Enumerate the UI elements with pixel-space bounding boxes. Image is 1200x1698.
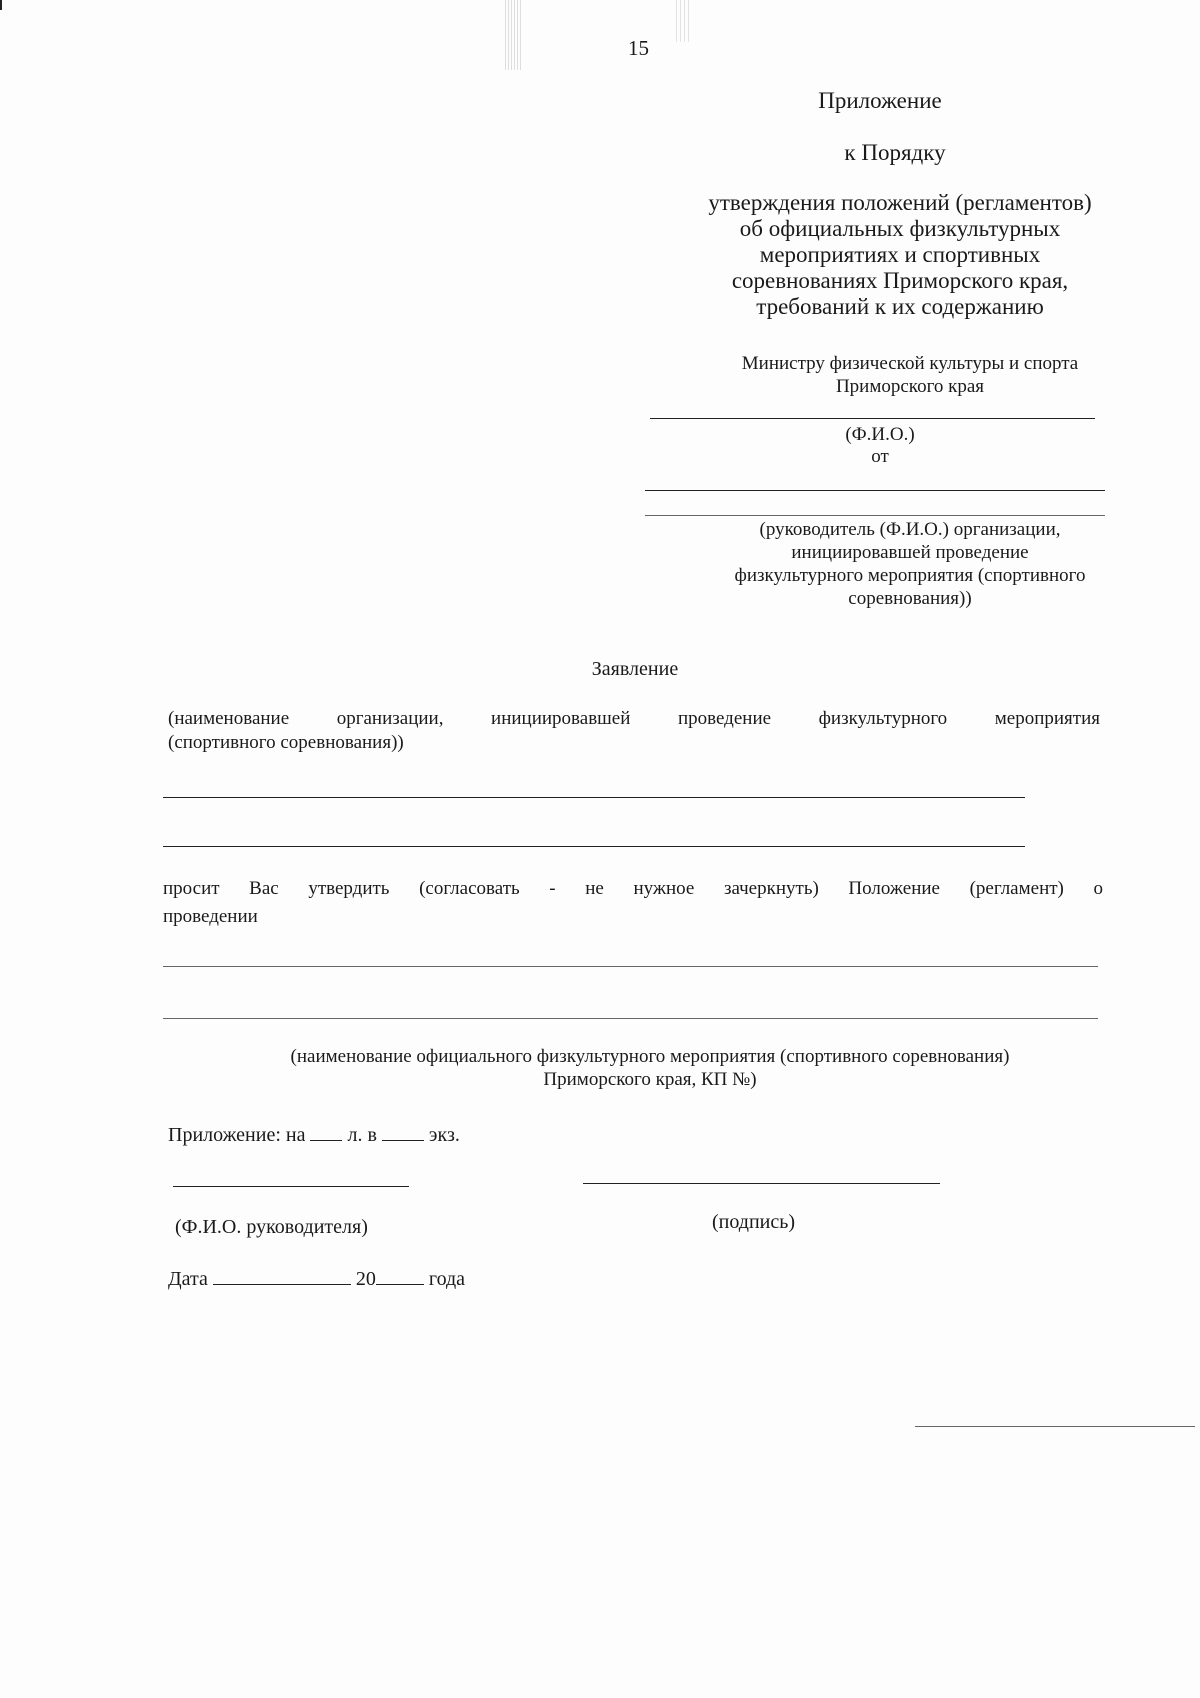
org-blank-line: [163, 797, 1025, 798]
from-caption-line: соревнования)): [848, 588, 972, 609]
date-year-suffix: года: [428, 1268, 466, 1290]
org-caption-line: (наименование организации, инициировавшей проведение физкультурного мероприятия: [168, 708, 1100, 729]
copies-count-field[interactable]: [382, 1120, 424, 1141]
date-year-prefix: 20: [355, 1268, 376, 1290]
attachment-sheets: л. в: [347, 1124, 377, 1146]
order-title: [620, 190, 1180, 320]
appendix-to-order: к Порядку: [844, 140, 946, 165]
addressee-line: Министру физической культуры и спорта: [741, 353, 1079, 374]
event-blank-line: [163, 1018, 1098, 1019]
from-blank-line: [645, 490, 1105, 491]
fio-blank-line: [650, 418, 1095, 419]
date-line: [168, 1264, 465, 1291]
from-caption-line: физкультурного мероприятия (спортивного: [734, 565, 1086, 586]
order-title-line: соревнованиях Приморского края,: [731, 268, 1069, 293]
head-name-blank-line: [173, 1186, 409, 1187]
event-caption-line: Приморского края, КП №): [543, 1069, 757, 1090]
scan-artifact: [505, 0, 523, 70]
order-title-line: мероприятиях и спортивных: [759, 242, 1041, 267]
attachment-copies: экз.: [428, 1124, 460, 1146]
scan-edge-line: [915, 1426, 1195, 1427]
request-line: проведении: [163, 906, 258, 927]
date-day-month-field[interactable]: [213, 1264, 351, 1285]
event-blank-line: [163, 966, 1098, 967]
org-caption: [168, 707, 1100, 755]
order-title-line: об официальных физкультурных: [739, 216, 1061, 241]
scan-artifact: [676, 0, 690, 42]
event-caption: [150, 1045, 1150, 1091]
org-blank-line: [163, 846, 1025, 847]
signature-caption: (подпись): [712, 1211, 796, 1233]
document-title: Заявление: [591, 658, 679, 680]
from-blank-line: [645, 515, 1105, 516]
date-label: Дата: [168, 1268, 208, 1290]
date-year-field[interactable]: [376, 1264, 424, 1285]
sheets-count-field[interactable]: [310, 1120, 342, 1141]
signature-blank-line: [583, 1183, 940, 1184]
page-number: 15: [628, 36, 649, 60]
addressee-block: [640, 352, 1180, 398]
attachment-prefix: Приложение: на: [168, 1124, 306, 1146]
event-caption-line: (наименование официального физкультурного мероприятия (спортивного соревнования): [290, 1046, 1010, 1067]
addressee-line: Приморского края: [835, 376, 985, 397]
from-caption: [640, 518, 1180, 610]
request-line: просит Вас утвердить (согласовать - не нужное зачеркнуть) Положение (регламент) о: [163, 878, 1103, 899]
appendix-heading: Приложение: [818, 88, 942, 113]
fio-caption: (Ф.И.О.): [845, 424, 915, 445]
from-caption-line: инициировавшей проведение: [791, 542, 1029, 563]
head-name-caption: (Ф.И.О. руководителя): [175, 1216, 368, 1238]
scan-artifact: [0, 0, 2, 10]
org-caption-line: (спортивного соревнования)): [168, 732, 404, 753]
order-title-line: утверждения положений (регламентов): [708, 190, 1092, 215]
from-caption-line: (руководитель (Ф.И.О.) организации,: [759, 519, 1061, 540]
from-label: от: [871, 446, 889, 467]
attachment-line: [168, 1120, 460, 1147]
request-text: [163, 875, 1103, 931]
order-title-line: требований к их содержанию: [756, 294, 1044, 319]
